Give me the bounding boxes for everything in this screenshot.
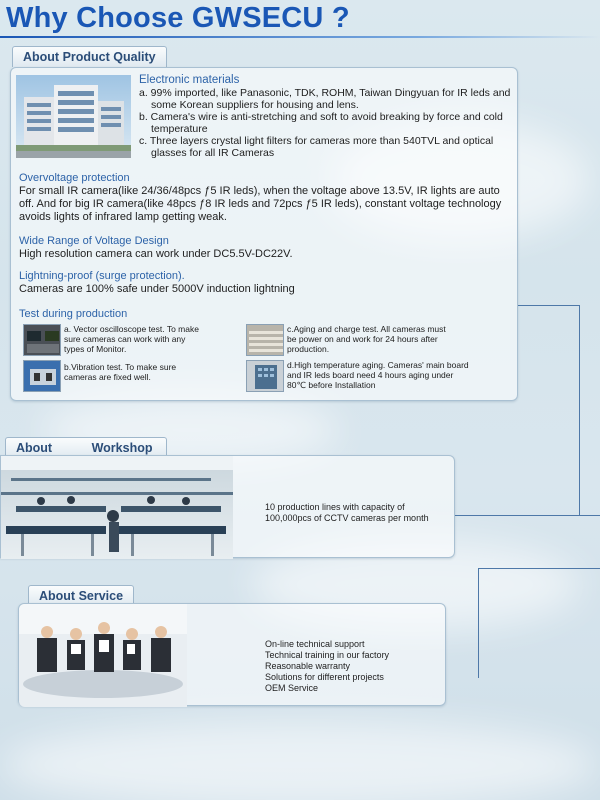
- connector-line: [478, 568, 600, 569]
- voltage-range-block: [19, 235, 511, 261]
- electronic-item-b: b. Camera's wire is anti-stretching and soft to avoid breaking by force and cold temperature: [139, 111, 503, 135]
- service-panel: [18, 603, 446, 706]
- lightning-block: [19, 270, 511, 296]
- service-item: On-line technical support: [265, 639, 365, 649]
- electronic-materials-heading: Electronic materials: [139, 74, 240, 86]
- vibration-test-photo: [23, 360, 61, 392]
- test-c-text: c.Aging and charge test. All cameras must be power on and work for 24 hours after production.: [287, 324, 446, 354]
- test-production-heading: Test during production: [19, 308, 128, 320]
- service-item: Solutions for different projects: [265, 672, 384, 682]
- high-temperature-aging-photo: [246, 360, 284, 392]
- workshop-tab-label-left: About: [16, 441, 53, 455]
- connector-line: [455, 515, 600, 516]
- test-b-text: b.Vibration test. To make sure cameras are fixed well.: [64, 362, 177, 382]
- workshop-photo: [1, 456, 233, 559]
- lightning-heading: Lightning-proof (surge protection).: [19, 270, 185, 282]
- product-quality-panel: [10, 67, 518, 401]
- meeting-photo: [19, 604, 187, 707]
- voltage-range-text: High resolution camera can work under DC5.5V-DC22V.: [19, 248, 293, 260]
- tab-service: About Service: [28, 585, 134, 606]
- overvoltage-text: For small IR camera(like 24/36/48pcs ƒ5 IR leds), when the voltage above 13.5V, IR lights are auto off. And for big IR camera(like 48pcs ƒ8 IR leds and 72pcs ƒ5 IR leds), constant voltage technology avoids lights of infrared lamp getting weak.: [19, 185, 502, 223]
- electronic-materials-block: [139, 74, 511, 159]
- lightning-text: Cameras are 100% safe under 5000V induction lightning: [19, 283, 295, 295]
- overvoltage-heading: Overvoltage protection: [19, 172, 130, 184]
- connector-line: [579, 305, 580, 516]
- connector-line: [518, 305, 580, 306]
- test-d-text: d.High temperature aging. Cameras' main board and IR leds board need 4 hours aging under 80℃ before Installation: [287, 360, 469, 390]
- workshop-tab-label-right: Workshop: [91, 441, 153, 455]
- test-a-text: a. Vector oscilloscope test. To make sure cameras can work with any types of Monitor.: [64, 324, 199, 354]
- electronic-item-c: c. Three layers crystal light filters for cameras more than 540TVL and optical glasses for all IR Cameras: [139, 135, 494, 159]
- service-list: [265, 639, 440, 694]
- voltage-range-heading: Wide Range of Voltage Design: [19, 235, 169, 247]
- oscilloscope-photo: [23, 324, 61, 356]
- title-divider: [0, 36, 600, 38]
- electronic-item-a: a. 99% imported, like Panasonic, TDK, ROHM, Taiwan Dingyuan for IR leds and some Korean suppliers for housing and lens.: [139, 87, 511, 111]
- workshop-capacity-text: 10 production lines with capacity of 100,000pcs of CCTV cameras per month: [265, 502, 429, 523]
- overvoltage-block: [19, 172, 511, 224]
- connector-line: [478, 568, 479, 678]
- page-title: Why Choose GWSECU ?: [6, 2, 350, 34]
- aging-charge-photo: [246, 324, 284, 356]
- tab-product-quality: About Product Quality: [12, 46, 167, 67]
- factory-building-photo: [16, 75, 131, 158]
- service-item: Reasonable warranty: [265, 661, 351, 671]
- cloud-decoration: [0, 720, 600, 800]
- workshop-panel: [0, 455, 455, 558]
- service-item: Technical training in our factory: [265, 650, 390, 660]
- service-item: OEM Service: [265, 683, 319, 693]
